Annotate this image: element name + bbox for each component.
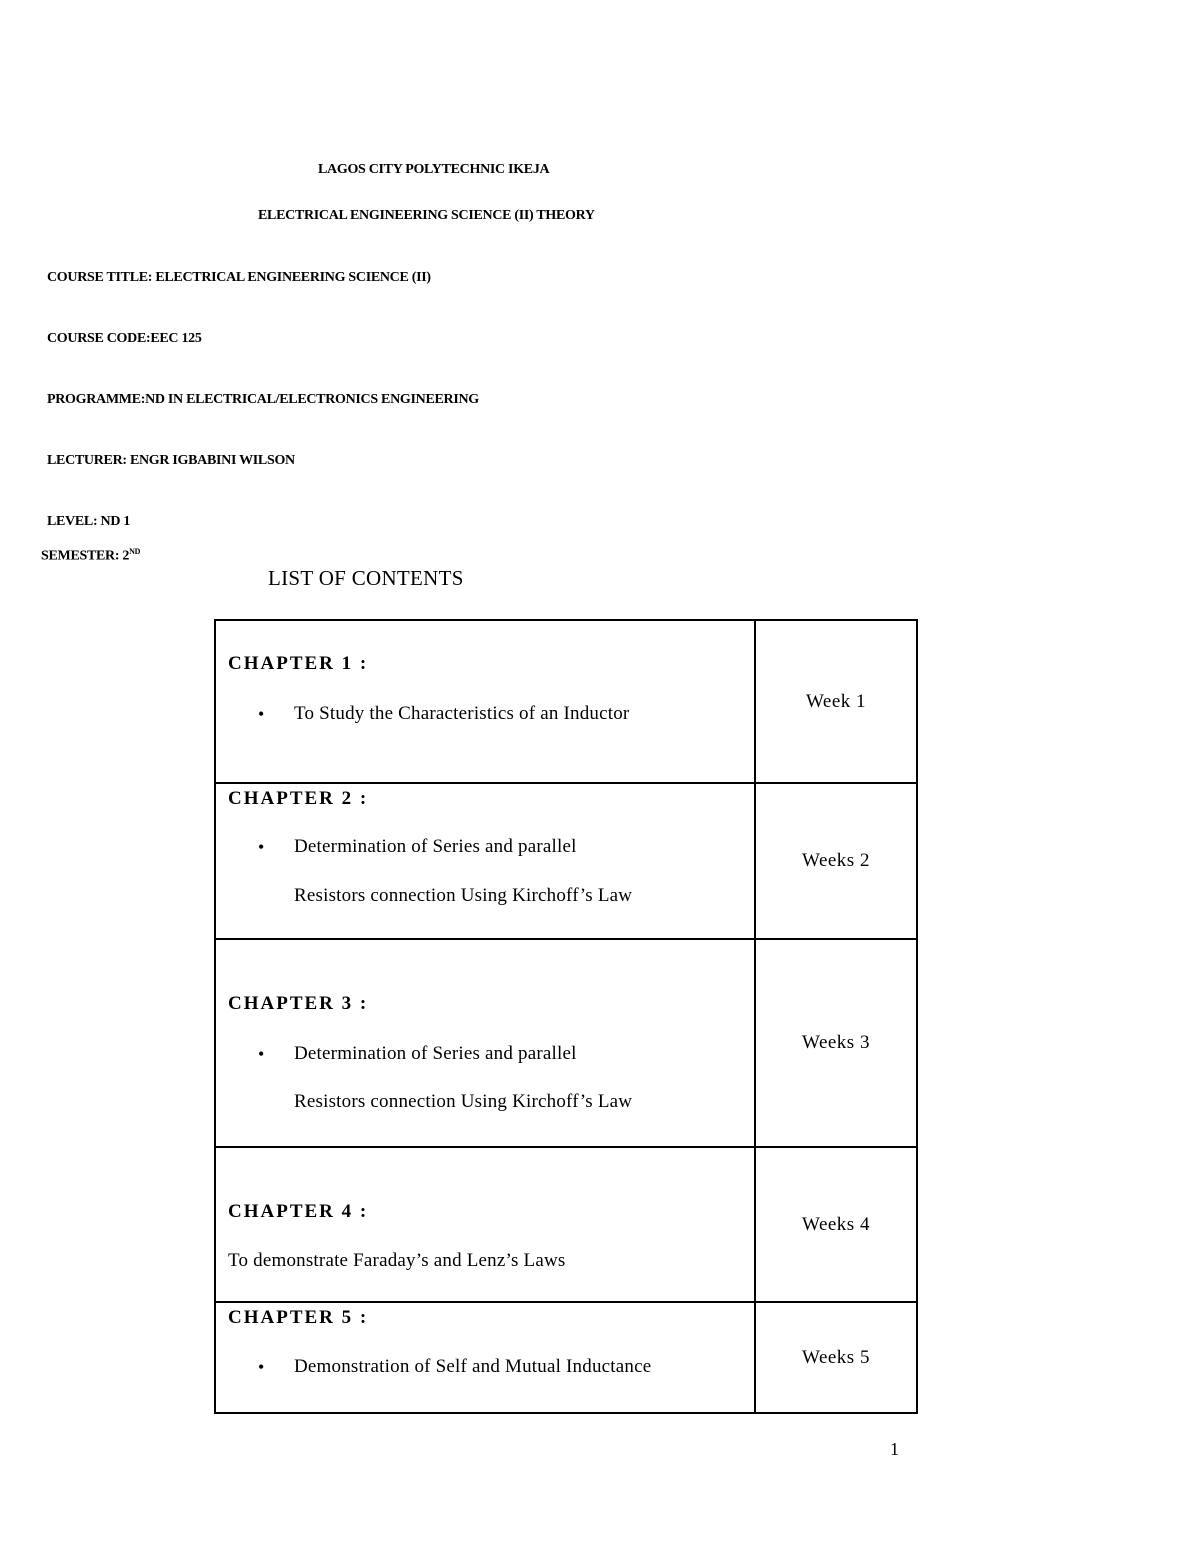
chapter-cell-3 <box>215 939 755 1147</box>
semester-text: SEMESTER: 2 <box>41 548 130 564</box>
toc-title: LIST OF CONTENTS <box>268 566 464 590</box>
course-code: COURSE CODE:EEC 125 <box>47 331 202 346</box>
toc-row-5 <box>215 1302 917 1413</box>
subject-title: ELECTRICAL ENGINEERING SCIENCE (II) THEORY <box>258 208 595 223</box>
chapter-label-5: CHAPTER 5 : <box>228 1307 369 1328</box>
programme: PROGRAMME:ND IN ELECTRICAL/ELECTRONICS ENGINEERING <box>47 392 479 407</box>
chapter-cell-4 <box>215 1147 755 1302</box>
week-label-1: Week 1 <box>805 690 867 712</box>
chapter-4-item: To demonstrate Faraday’s and Lenz’s Laws <box>228 1250 566 1271</box>
chapter-1-item: To Study the Characteristics of an Inductor <box>294 703 630 724</box>
week-cell-2 <box>755 783 917 939</box>
week-cell-1 <box>755 620 917 783</box>
page-number: 1 <box>890 1439 899 1459</box>
chapter-label-1: CHAPTER 1 : <box>228 653 369 674</box>
chapter-cell-5 <box>215 1302 755 1413</box>
chapter-label-3: CHAPTER 3 : <box>228 993 369 1014</box>
chapter-cell-1 <box>215 620 755 783</box>
chapter-label-4: CHAPTER 4 : <box>228 1201 369 1222</box>
chapter-5-item: Demonstration of Self and Mutual Inductance <box>294 1356 652 1377</box>
week-label-3: Weeks 3 <box>802 1032 870 1053</box>
week-label-5: Weeks 5 <box>802 1346 870 1368</box>
chapter-label-2: CHAPTER 2 : <box>228 788 369 809</box>
week-cell-4 <box>755 1147 917 1302</box>
semester <box>41 547 140 565</box>
week-label-4: Weeks 4 <box>802 1213 870 1235</box>
semester-suffix: ND <box>129 547 141 556</box>
chapter-2-item-line-1: Determination of Series and parallel <box>294 836 577 857</box>
toc-row-3 <box>215 939 917 1147</box>
chapter-3-item-line-1: Determination of Series and parallel <box>294 1043 577 1064</box>
chapter-3-item-line-2: Resistors connection Using Kirchoff’s Law <box>294 1091 633 1112</box>
toc-row-4 <box>215 1147 917 1302</box>
institution-name: LAGOS CITY POLYTECHNIC IKEJA <box>318 162 550 177</box>
toc-row-2 <box>215 783 917 939</box>
bullet-icon: • <box>258 1044 265 1064</box>
week-cell-5 <box>755 1302 917 1413</box>
toc-table <box>214 619 918 1414</box>
toc-row-1 <box>215 620 917 783</box>
lecturer: LECTURER: ENGR IGBABINI WILSON <box>47 453 295 468</box>
course-title: COURSE TITLE: ELECTRICAL ENGINEERING SCIENCE (II) <box>47 270 431 285</box>
bullet-icon: • <box>258 837 265 857</box>
bullet-icon: • <box>258 1357 265 1377</box>
level: LEVEL: ND 1 <box>47 514 131 529</box>
week-label-2: Weeks 2 <box>802 850 870 871</box>
chapter-cell-2 <box>215 783 755 939</box>
bullet-icon: • <box>258 704 265 724</box>
chapter-2-item-line-2: Resistors connection Using Kirchoff’s Law <box>294 885 633 906</box>
week-cell-3 <box>755 939 917 1147</box>
